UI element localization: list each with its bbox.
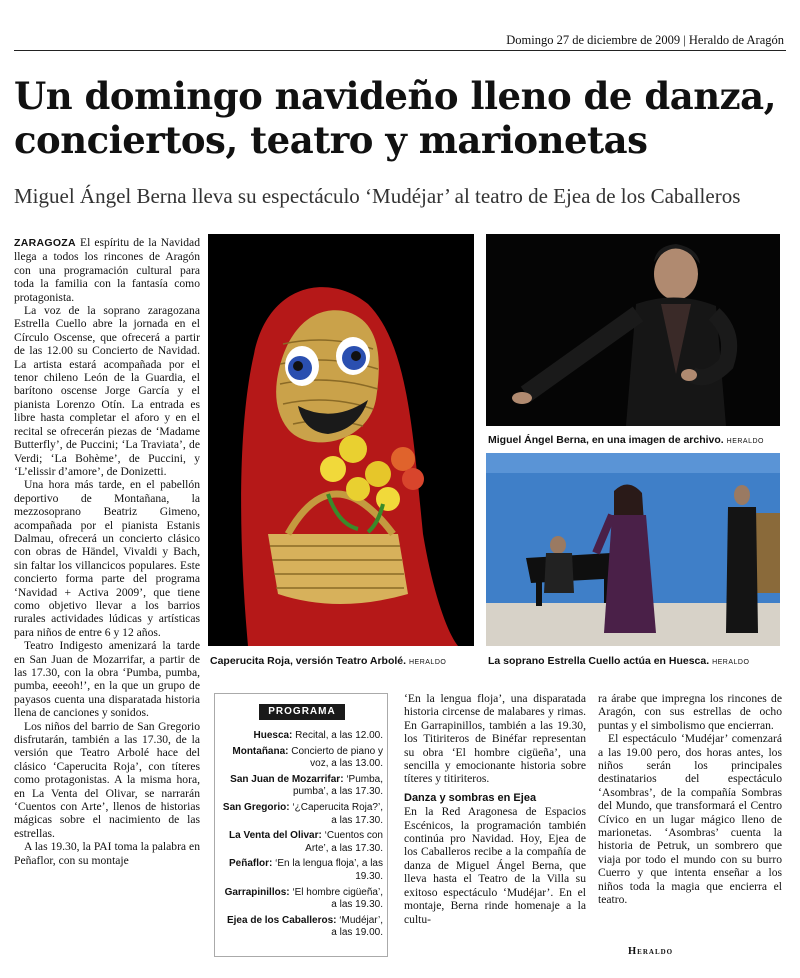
header-rule (14, 50, 786, 51)
photo-credit: HERALDO (712, 659, 750, 666)
paragraph: Los niños del barrio de San Gregorio disfrutarán, también a las 17.30, de la versión que Teatro Arbolé hace del clásico ‘Caperucita Roja’, con títeres como protagonistas. A la misma hora, en La Venta del Olivar, se narrarán ‘Cuentos con Arte’, llenos de historias mágicas sobre el nacimiento de las estrellas. (14, 719, 200, 840)
programa-list (221, 730, 383, 943)
paragraph: Teatro Indigesto amenizará la tarde en San Juan de Mozarrifar, a partir de las 17.30, con la obra ‘Pumba, pumba, pumba, eeeoh!’, en la que un grupo de payasos cuenta una disparatada historia llena de canciones y sonidos. (14, 639, 200, 720)
programa-item: Garrapinillos: ‘El hombre cigüeña’, a las 19.30. (224, 886, 383, 911)
puppet-illustration (208, 234, 474, 646)
paragraph: ‘En la lengua floja’, una disparatada historia circense de malabares y rimas. En Garrapinillos, también a las 19.30, los Titiriteros de Binéfar representan su obra ‘El hombre cigüeña’, una sencilla y emocionante historia sobre títeres y titiriteros. (404, 692, 586, 786)
section-subhead: Danza y sombras en Ejea (404, 791, 537, 804)
soprano-caption: La soprano Estrella Cuello actúa en Huesca. HERALDO (488, 655, 750, 667)
photo-credit: HERALDO (408, 659, 447, 666)
place-label: ZARAGOZA (14, 237, 76, 249)
programa-item: San Juan de Mozarrifar: ‘Pumba, pumba’, a las 17.30. (230, 773, 383, 798)
dancer-illustration (486, 234, 780, 426)
paragraph: Una hora más tarde, en el pabellón deportivo de Montañana, la mezzosoprano Beatriz Gimeno, acompañada por el pianista Estanis Dalmau, ofrecerá un concierto clásico con obras de Händel, Vivaldi y Bach, sin faltar los villancicos populares. Este concierto forma parte del programa ‘Navidad + Activa 2009’, que tiene como objetivo llevar a los barrios rurales actividades lúdicas y artísticas para niños de entre 6 y 12 años. (14, 478, 200, 639)
soprano-illustration (486, 453, 780, 646)
puppet-caption: Caperucita Roja, versión Teatro Arbolé. HERALDO (210, 655, 447, 667)
paragraph: ra árabe que impregna los rincones de Aragón, con sus estrellas de ocho puntas y el simbolismo que encierran. (598, 692, 782, 732)
programa-box (214, 693, 388, 957)
subheadline: Miguel Ángel Berna lleva su espectáculo ‘Mudéjar’ al teatro de Ejea de los Caballeros (14, 184, 741, 208)
article-column-1 (14, 236, 200, 966)
article-column-4 (598, 692, 782, 942)
author-signature: Heraldo (628, 946, 674, 957)
photo-credit: HERALDO (726, 438, 764, 445)
article-column-3 (404, 692, 586, 966)
programa-item: La Venta del Olivar: ‘Cuentos con Arte’, a las 17.30. (229, 830, 383, 854)
programa-item: Ejea de los Caballeros: ‘Mudéjar’, a las 19.00. (226, 914, 383, 939)
dancer-caption: Miguel Ángel Berna, en una imagen de archivo. HERALDO (488, 434, 764, 446)
programa-item: Montañana: Concierto de piano y voz, a las 13.00. (232, 745, 383, 770)
programa-item: Peñaflor: ‘En la lengua floja’, a las 19.30. (229, 858, 383, 882)
paragraph: En la Red Aragonesa de Espacios Escénicos, la programación también continúa pro Navidad. Hoy, Ejea de los Caballeros recibe a la compañía de danza de Miguel Ángel Berna, que lleva hasta el Teatro de la Villa su exitoso espectáculo ‘Mudéjar’. En el montaje, Berna rinde homenaje a la cultu- (404, 805, 586, 926)
headline: Un domingo navideño lleno de danza, conciertos, teatro y marionetas (14, 74, 776, 162)
programa-item: San Gregorio: ‘¿Caperucita Roja?’, a las 17.30. (222, 801, 383, 826)
paragraph: ZARAGOZA El espíritu de la Navidad llega a todos los rincones de Aragón con una programación cultural para toda la familia con la fantasía como protagonista. (14, 236, 200, 304)
puppet-photo (208, 234, 474, 646)
paragraph: A las 19.30, la PAI toma la palabra en Peñaflor, con su montaje (14, 840, 200, 867)
dateline: Domingo 27 de diciembre de 2009 | Heraldo de Aragón (506, 33, 784, 47)
paragraph: El espectáculo ‘Mudéjar’ comenzará a las 19.00 pero, dos horas antes, los niños serán los principales destinatarios del espectáculo ‘Asombras’, de la compañía Sombras del Mundo, que transformará el Centro Cívico en un lugar mágico lleno de marionetas. ‘Asombras’ cuenta la historia de Petruk, un sombrero que viaja por todo el mundo con su burro Cuerro y que intenta enseñar a los niños toda la magia que encierra el teatro. (598, 732, 782, 907)
programa-item: Huesca: Recital, a las 12.00. (253, 730, 383, 741)
programa-title: PROGRAMA (259, 704, 345, 720)
dancer-photo (486, 234, 780, 426)
paragraph: La voz de la soprano zaragozana Estrella Cuello abre la jornada en el Círculo Oscense, que ofrecerá a partir de las 12.00 su Concierto de Navidad. La artista estará acompañada por el tenor chileno León de la Guardia, el barítono oscense Jorge García y el pianista Lorenzo Otín. La entrada es libre hasta completar el aforo y en el recital se ofrecerán piezas de ‘Madame Butterfly’, de Puccini; ‘La Traviata’, de Verdi; ‘La Bohème’, de Puccini, y ‘L’elissir d’amore’, de Donizetti. (14, 304, 200, 478)
soprano-photo (486, 453, 780, 646)
